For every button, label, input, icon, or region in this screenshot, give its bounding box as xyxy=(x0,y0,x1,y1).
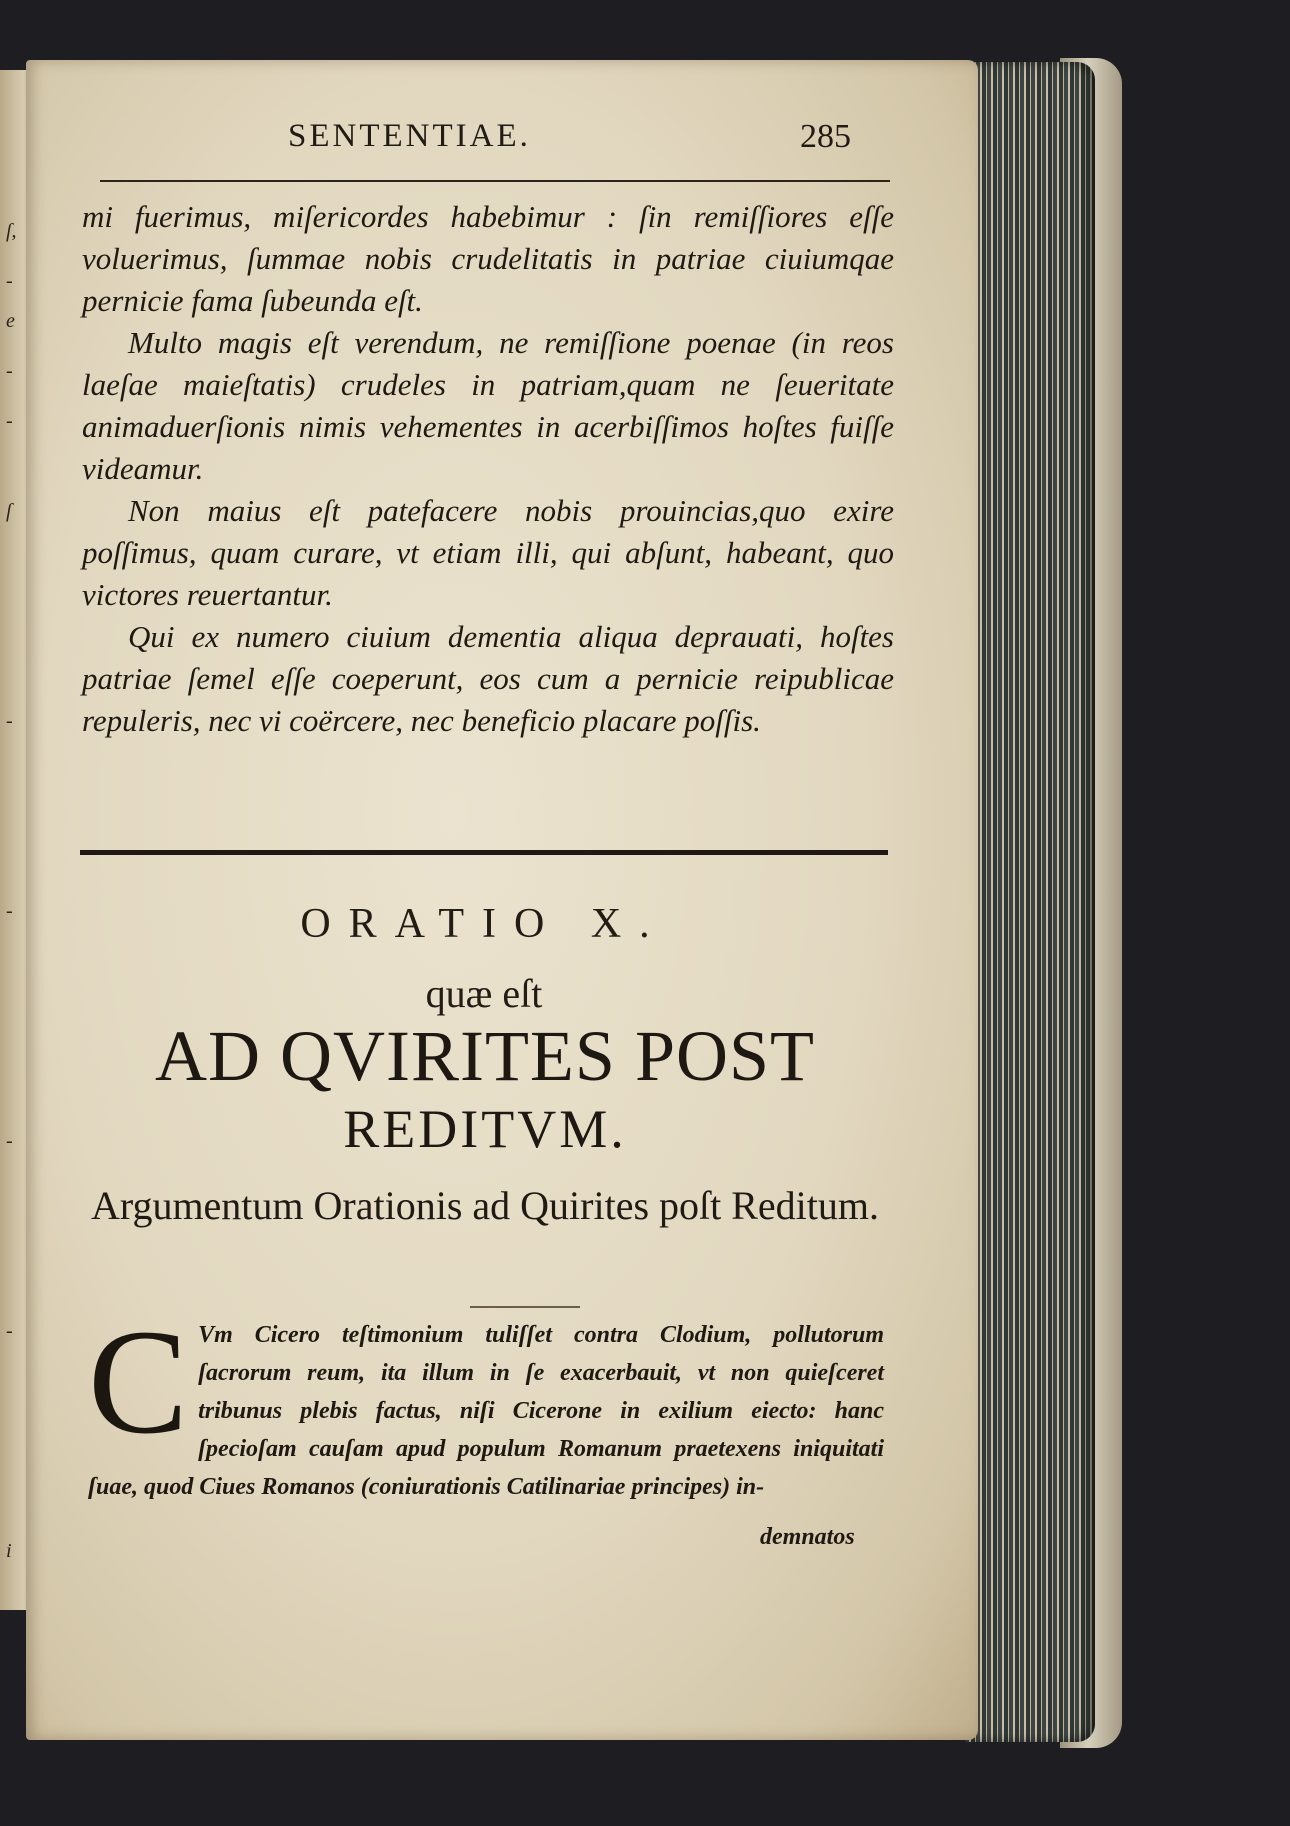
facing-page-mark: e xyxy=(6,310,15,332)
header-rule xyxy=(100,180,890,182)
page-number: 285 xyxy=(800,118,851,155)
page-header xyxy=(60,118,890,168)
facing-page-mark: ſ, xyxy=(6,220,17,242)
facing-page-mark: - xyxy=(6,410,13,432)
sententiae-text xyxy=(82,196,894,742)
sententia-paragraph: Qui ex numero ciuium dementia aliqua deprauati, hoſtes patriae ſemel eſſe coeperunt, eos cum a pernicie reipublicae repuleris, nec vi coërcere, nec beneficio placare poſſis. xyxy=(82,619,894,738)
facing-page-mark: - xyxy=(6,900,13,922)
argument-rule xyxy=(470,1306,580,1308)
section-divider xyxy=(80,850,888,855)
oration-main-title-line2: REDITVM. xyxy=(343,1099,627,1159)
sententia-paragraph: mi fuerimus, miſericordes habebimur : ſin remiſſiores eſſe voluerimus, ſummae nobis crudelitatis in patriae ciuiumqae pernicie fama ſubeunda eſt. xyxy=(82,199,894,318)
argument-text xyxy=(88,1299,884,1506)
facing-page-mark: - xyxy=(6,360,13,382)
argument-heading: Argumentum Orationis ad Quirites poſt Reditum. xyxy=(90,1183,880,1228)
catchword: demnatos xyxy=(760,1524,855,1550)
facing-page-mark: ſ xyxy=(6,500,12,522)
facing-page-mark: - xyxy=(6,1320,13,1342)
drop-cap: C xyxy=(88,1299,189,1465)
oration-number: ORATIO X. xyxy=(300,901,668,947)
facing-page-mark: i xyxy=(6,1540,12,1562)
argument-body: Vm Cicero teſtimonium tuliſſet contra Clodium, pollutorum ſacrorum reum, ita illum in ſe exacerbauit, vt non quieſceret tribunus plebis factus, niſi Cicerone in exilium eiecto: hanc ſpecioſam cauſam apud populum Romanum praetexens iniquitati ſuae, quod Ciues Romanos (coniurationis Catilinariae principes) in- xyxy=(88,1322,884,1500)
running-head: SENTENTIAE. xyxy=(288,118,531,154)
facing-page-mark: - xyxy=(6,1130,13,1152)
facing-page-mark: - xyxy=(6,270,13,292)
oration-main-title: AD QVIRITES POST xyxy=(154,1016,816,1096)
oration-subtitle: quæ eſt xyxy=(425,971,543,1016)
page-fore-edge xyxy=(965,62,1095,1742)
facing-page-mark: - xyxy=(6,710,13,732)
sententia-paragraph: Non maius eſt patefacere nobis prouincias,quo exire poſſimus, quam curare, vt etiam illi, qui abſunt, habeant, quo victores reuertantur. xyxy=(82,493,894,612)
sententia-paragraph: Multo magis eſt verendum, ne remiſſione poenae (in reos laeſae maieſtatis) crudeles in patriam,quam ne ſeueritate animaduerſionis nimis vehementes in acerbiſſimos hoſtes fuiſſe videamur. xyxy=(82,325,894,486)
